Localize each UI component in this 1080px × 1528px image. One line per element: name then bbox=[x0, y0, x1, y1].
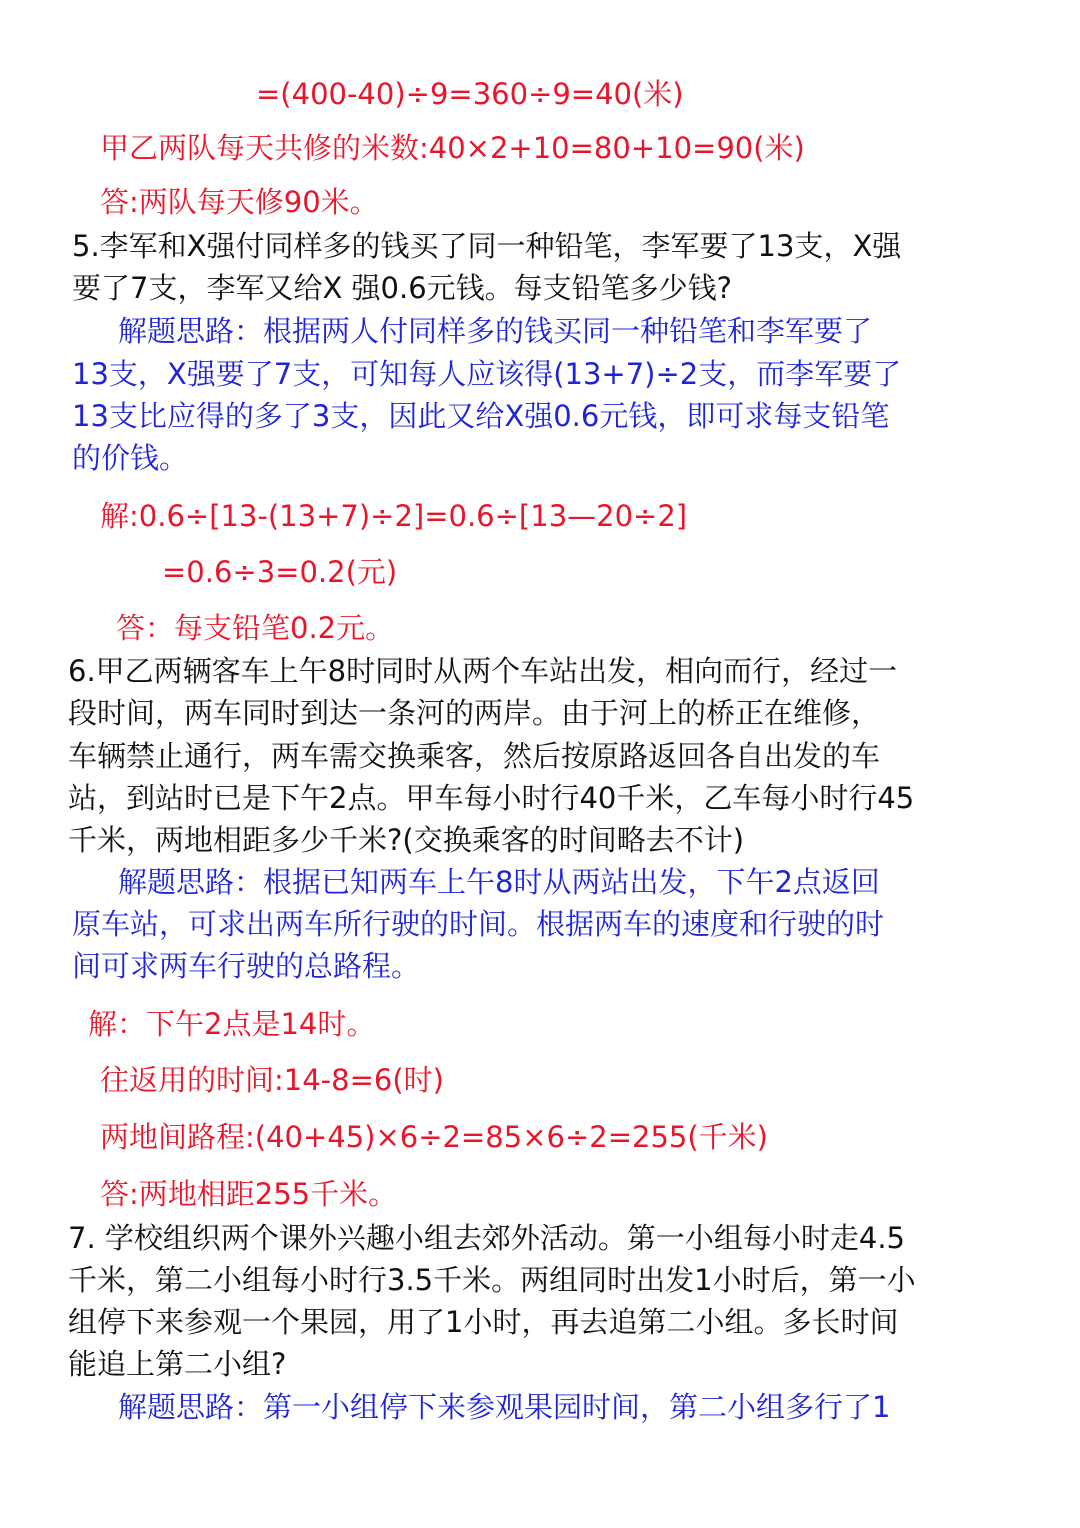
q5-thinking-line-2: 13支，X强要了7支，可知每人应该得(13+7)÷2支，而李军要了 bbox=[72, 357, 902, 391]
q6-question-line-3: 车辆禁止通行，两车需交换乘客，然后按原路返回各自出发的车 bbox=[68, 739, 881, 773]
q6-solution-line-2: 往返用的时间:14-8=6(时) bbox=[100, 1063, 444, 1097]
q6-question-line-5: 千米，两地相距多少千米?(交换乘客的时间略去不计) bbox=[68, 823, 745, 857]
prev-answer: 答:两队每天修90米。 bbox=[100, 185, 379, 219]
q7-question-line-2: 千米，第二小组每小时行3.5千米。两组同时出发1小时后，第一小 bbox=[68, 1263, 916, 1297]
q6-question-line-2: 段时间，两车同时到达一条河的两岸。由于河上的桥正在维修， bbox=[68, 696, 881, 730]
q6-answer: 答:两地相距255千米。 bbox=[100, 1177, 398, 1211]
q5-answer: 答：每支铅笔0.2元。 bbox=[116, 611, 395, 645]
q7-question-line-3: 组停下来参观一个果园，用了1小时，再去追第二小组。多长时间 bbox=[68, 1305, 899, 1339]
q7-question-line-1: 7. 学校组织两个课外兴趣小组去郊外活动。第一小组每小时走4.5 bbox=[68, 1221, 906, 1255]
q5-thinking-line-4: 的价钱。 bbox=[72, 441, 189, 475]
q7-question-line-4: 能追上第二小组? bbox=[68, 1347, 287, 1381]
q6-solution-line-1: 解：下午2点是14时。 bbox=[88, 1007, 376, 1041]
q6-thinking-line-2: 原车站，可求出两车所行驶的时间。根据两车的速度和行驶的时 bbox=[72, 907, 885, 941]
q5-solution-line-1: 解:0.6÷[13-(13+7)÷2]=0.6÷[13—20÷2] bbox=[100, 499, 688, 533]
q5-thinking-line-3: 13支比应得的多了3支，因此又给X强0.6元钱，即可求每支铅笔 bbox=[72, 399, 890, 433]
q6-thinking-line-3: 间可求两车行驶的总路程。 bbox=[72, 949, 421, 983]
q5-thinking-line-1: 解题思路：根据两人付同样多的钱买同一种铅笔和李军要了 bbox=[118, 314, 873, 348]
q6-question-line-4: 站，到站时已是下午2点。甲车每小时行40千米，乙车每小时行45 bbox=[68, 781, 915, 815]
prev-solution-line-1: =(400-40)÷9=360÷9=40(米) bbox=[256, 77, 684, 111]
prev-solution-line-2: 甲乙两队每天共修的米数:40×2+10=80+10=90(米) bbox=[100, 131, 805, 165]
q6-thinking-line-1: 解题思路：根据已知两车上午8时从两站出发，下午2点返回 bbox=[118, 865, 880, 899]
q5-question-line-1: 5.李军和X强付同样多的钱买了同一种铅笔，李军要了13支，X强 bbox=[72, 229, 902, 263]
q6-question-line-1: 6.甲乙两辆客车上午8时同时从两个车站出发，相向而行，经过一 bbox=[68, 654, 898, 688]
q7-thinking-line-1: 解题思路：第一小组停下来参观果园时间，第二小组多行了1 bbox=[118, 1390, 891, 1424]
q6-solution-line-3: 两地间路程:(40+45)×6÷2=85×6÷2=255(千米) bbox=[100, 1120, 768, 1154]
q5-solution-line-2: =0.6÷3=0.2(元) bbox=[162, 555, 398, 589]
q5-question-line-2: 要了7支，李军又给X 强0.6元钱。每支铅笔多少钱? bbox=[72, 271, 733, 305]
